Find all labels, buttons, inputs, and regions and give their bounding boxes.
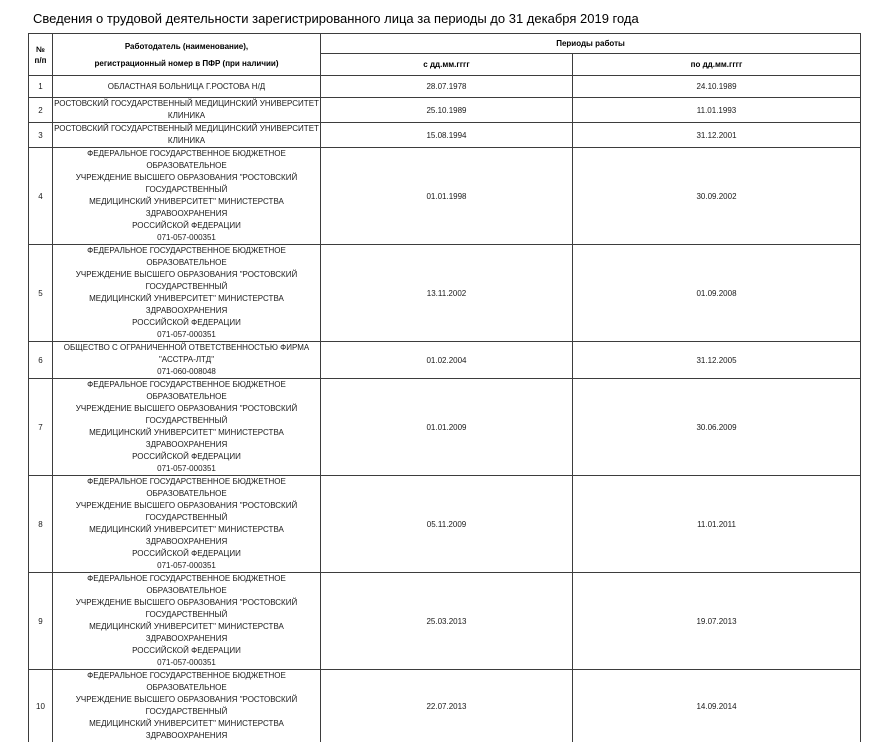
employment-records-table xyxy=(28,33,861,742)
table-row xyxy=(29,670,861,742)
period-from-cell: 25.03.2013 xyxy=(321,573,573,670)
employer-line: УЧРЕЖДЕНИЕ ВЫСШЕГО ОБРАЗОВАНИЯ "РОСТОВСКИЙ ГОСУДАРСТВЕННЫЙ xyxy=(53,269,320,293)
period-from-cell: 28.07.1978 xyxy=(321,76,573,98)
period-to-cell: 24.10.1989 xyxy=(573,76,861,98)
period-from-cell: 05.11.2009 xyxy=(321,476,573,573)
row-number-cell: 8 xyxy=(29,476,53,573)
employer-cell xyxy=(53,123,321,148)
employer-line: 071-057-000351 xyxy=(53,232,320,244)
period-to-cell: 11.01.2011 xyxy=(573,476,861,573)
page-title: Сведения о трудовой деятельности зарегистрированного лица за периоды до 31 декабря 2019 года xyxy=(33,11,639,26)
period-to-cell: 30.09.2002 xyxy=(573,148,861,245)
header-row-top xyxy=(29,34,861,54)
period-to-cell: 19.07.2013 xyxy=(573,573,861,670)
employer-line: МЕДИЦИНСКИЙ УНИВЕРСИТЕТ" МИНИСТЕРСТВА ЗДРАВООХРАНЕНИЯ xyxy=(53,427,320,451)
employer-line: РОССИЙСКОЙ ФЕДЕРАЦИИ xyxy=(53,451,320,463)
column-header-employer-line2: регистрационный номер в ПФР (при наличии) xyxy=(53,55,320,72)
period-from-cell: 22.07.2013 xyxy=(321,670,573,742)
row-number-cell: 1 xyxy=(29,76,53,98)
table-row xyxy=(29,379,861,476)
employer-line: ФЕДЕРАЛЬНОЕ ГОСУДАРСТВЕННОЕ БЮДЖЕТНОЕ ОБРАЗОВАТЕЛЬНОЕ xyxy=(53,148,320,172)
table-row xyxy=(29,573,861,670)
employer-line: ФЕДЕРАЛЬНОЕ ГОСУДАРСТВЕННОЕ БЮДЖЕТНОЕ ОБРАЗОВАТЕЛЬНОЕ xyxy=(53,670,320,694)
employer-line: 071-060-008048 xyxy=(53,366,320,378)
employer-line: РОССИЙСКОЙ ФЕДЕРАЦИИ xyxy=(53,645,320,657)
row-number-cell: 3 xyxy=(29,123,53,148)
column-header-periods: Периоды работы xyxy=(321,34,861,54)
employer-cell xyxy=(53,379,321,476)
period-to-cell: 31.12.2005 xyxy=(573,342,861,379)
employer-line: МЕДИЦИНСКИЙ УНИВЕРСИТЕТ" МИНИСТЕРСТВА ЗДРАВООХРАНЕНИЯ xyxy=(53,524,320,548)
employer-line: ФЕДЕРАЛЬНОЕ ГОСУДАРСТВЕННОЕ БЮДЖЕТНОЕ ОБРАЗОВАТЕЛЬНОЕ xyxy=(53,476,320,500)
period-from-cell: 13.11.2002 xyxy=(321,245,573,342)
period-to-cell: 14.09.2014 xyxy=(573,670,861,742)
column-header-to: по дд.мм.гггг xyxy=(573,54,861,76)
employer-cell xyxy=(53,245,321,342)
employer-cell xyxy=(53,476,321,573)
employer-line: МЕДИЦИНСКИЙ УНИВЕРСИТЕТ" МИНИСТЕРСТВА ЗДРАВООХРАНЕНИЯ xyxy=(53,196,320,220)
column-header-number xyxy=(29,34,53,76)
employer-line: 071-057-000351 xyxy=(53,560,320,572)
column-header-employer xyxy=(53,34,321,76)
employer-line: 071-057-000351 xyxy=(53,463,320,475)
column-header-number-line1: № xyxy=(29,44,52,55)
period-to-cell: 01.09.2008 xyxy=(573,245,861,342)
column-header-from: с дд.мм.гггг xyxy=(321,54,573,76)
employer-line: РОСТОВСКИЙ ГОСУДАРСТВЕННЫЙ МЕДИЦИНСКИЙ УНИВЕРСИТЕТ КЛИНИКА xyxy=(53,123,320,147)
column-header-employer-line1: Работодатель (наименование), xyxy=(53,38,320,55)
employer-cell xyxy=(53,342,321,379)
period-from-cell: 15.08.1994 xyxy=(321,123,573,148)
table-body xyxy=(29,76,861,742)
period-to-cell: 11.01.1993 xyxy=(573,98,861,123)
period-from-cell: 01.01.2009 xyxy=(321,379,573,476)
row-number-cell: 2 xyxy=(29,98,53,123)
employer-line: ФЕДЕРАЛЬНОЕ ГОСУДАРСТВЕННОЕ БЮДЖЕТНОЕ ОБРАЗОВАТЕЛЬНОЕ xyxy=(53,245,320,269)
employer-cell xyxy=(53,670,321,742)
employer-line: МЕДИЦИНСКИЙ УНИВЕРСИТЕТ" МИНИСТЕРСТВА ЗДРАВООХРАНЕНИЯ xyxy=(53,621,320,645)
employer-line: УЧРЕЖДЕНИЕ ВЫСШЕГО ОБРАЗОВАНИЯ "РОСТОВСКИЙ ГОСУДАРСТВЕННЫЙ xyxy=(53,172,320,196)
employer-line: ОБЩЕСТВО С ОГРАНИЧЕННОЙ ОТВЕТСТВЕННОСТЬЮ ФИРМА "АССТРА-ЛТД" xyxy=(53,342,320,366)
period-from-cell: 01.02.2004 xyxy=(321,342,573,379)
period-to-cell: 30.06.2009 xyxy=(573,379,861,476)
employer-line: ОБЛАСТНАЯ БОЛЬНИЦА Г.РОСТОВА Н/Д xyxy=(53,81,320,93)
row-number-cell: 4 xyxy=(29,148,53,245)
table-row xyxy=(29,476,861,573)
row-number-cell: 7 xyxy=(29,379,53,476)
employer-line: МЕДИЦИНСКИЙ УНИВЕРСИТЕТ" МИНИСТЕРСТВА ЗДРАВООХРАНЕНИЯ xyxy=(53,293,320,317)
table-row xyxy=(29,123,861,148)
row-number-cell: 6 xyxy=(29,342,53,379)
employer-line: РОССИЙСКОЙ ФЕДЕРАЦИИ xyxy=(53,548,320,560)
employer-line: УЧРЕЖДЕНИЕ ВЫСШЕГО ОБРАЗОВАНИЯ "РОСТОВСКИЙ ГОСУДАРСТВЕННЫЙ xyxy=(53,403,320,427)
employer-cell xyxy=(53,573,321,670)
employer-line: РОССИЙСКОЙ ФЕДЕРАЦИИ xyxy=(53,317,320,329)
row-number-cell: 9 xyxy=(29,573,53,670)
employer-cell xyxy=(53,76,321,98)
column-header-number-line2: п/п xyxy=(29,55,52,66)
table-row xyxy=(29,245,861,342)
row-number-cell: 5 xyxy=(29,245,53,342)
employer-line: РОСТОВСКИЙ ГОСУДАРСТВЕННЫЙ МЕДИЦИНСКИЙ УНИВЕРСИТЕТ КЛИНИКА xyxy=(53,98,320,122)
table-row xyxy=(29,148,861,245)
period-from-cell: 25.10.1989 xyxy=(321,98,573,123)
employer-cell xyxy=(53,98,321,123)
employer-line: РОССИЙСКОЙ ФЕДЕРАЦИИ xyxy=(53,220,320,232)
employer-cell xyxy=(53,148,321,245)
table-header xyxy=(29,34,861,76)
employer-line: УЧРЕЖДЕНИЕ ВЫСШЕГО ОБРАЗОВАНИЯ "РОСТОВСКИЙ ГОСУДАРСТВЕННЫЙ xyxy=(53,500,320,524)
employer-line: УЧРЕЖДЕНИЕ ВЫСШЕГО ОБРАЗОВАНИЯ "РОСТОВСКИЙ ГОСУДАРСТВЕННЫЙ xyxy=(53,694,320,718)
table-row xyxy=(29,98,861,123)
employer-line: 071-057-000351 xyxy=(53,329,320,341)
period-to-cell: 31.12.2001 xyxy=(573,123,861,148)
employer-line: 071-057-000351 xyxy=(53,657,320,669)
employer-line: ФЕДЕРАЛЬНОЕ ГОСУДАРСТВЕННОЕ БЮДЖЕТНОЕ ОБРАЗОВАТЕЛЬНОЕ xyxy=(53,573,320,597)
table-row xyxy=(29,342,861,379)
row-number-cell: 10 xyxy=(29,670,53,742)
table-row xyxy=(29,76,861,98)
employer-line: ФЕДЕРАЛЬНОЕ ГОСУДАРСТВЕННОЕ БЮДЖЕТНОЕ ОБРАЗОВАТЕЛЬНОЕ xyxy=(53,379,320,403)
period-from-cell: 01.01.1998 xyxy=(321,148,573,245)
employer-line: МЕДИЦИНСКИЙ УНИВЕРСИТЕТ" МИНИСТЕРСТВА ЗДРАВООХРАНЕНИЯ xyxy=(53,718,320,742)
employer-line: УЧРЕЖДЕНИЕ ВЫСШЕГО ОБРАЗОВАНИЯ "РОСТОВСКИЙ ГОСУДАРСТВЕННЫЙ xyxy=(53,597,320,621)
